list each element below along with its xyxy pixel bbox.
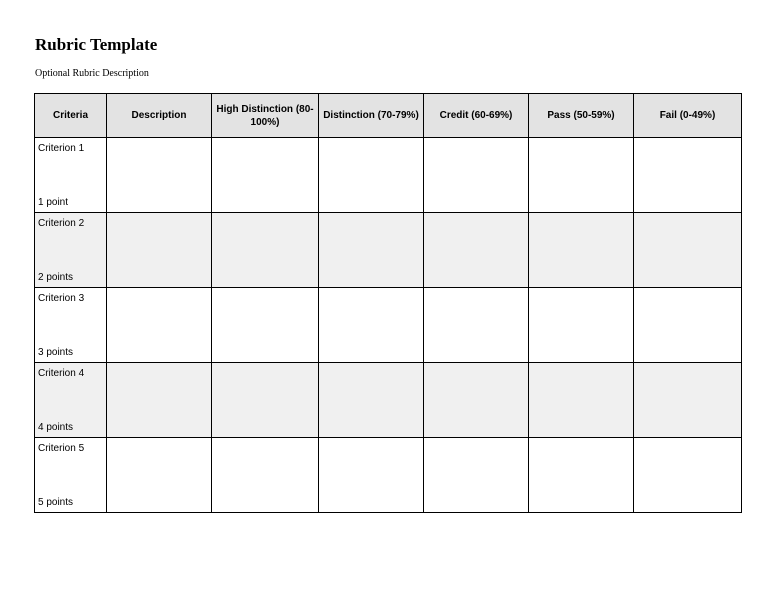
criterion-cell [35,438,107,513]
pass-cell [529,138,634,213]
table-row [35,138,742,213]
header-row [35,94,742,138]
criterion-cell [35,363,107,438]
credit-cell [424,288,529,363]
criterion-name: Criterion 3 [38,293,85,304]
fail-cell [634,363,742,438]
high-distinction-cell [212,213,319,288]
criterion-points: 1 point [38,197,69,208]
distinction-cell [319,363,424,438]
header-description: Description [107,94,212,138]
header-pass: Pass (50-59%) [529,94,634,138]
table-row [35,363,742,438]
credit-cell [424,138,529,213]
criterion-name: Criterion 1 [38,143,85,154]
rubric-body [35,138,742,513]
distinction-cell [319,438,424,513]
table-row [35,288,742,363]
criterion-cell [35,213,107,288]
description-cell [107,138,212,213]
distinction-cell [319,288,424,363]
criterion-name: Criterion 4 [38,368,85,379]
pass-cell [529,288,634,363]
table-row [35,438,742,513]
header-fail: Fail (0-49%) [634,94,742,138]
distinction-cell [319,213,424,288]
header-distinction: Distinction (70-79%) [319,94,424,138]
rubric-table [34,93,742,513]
distinction-cell [319,138,424,213]
high-distinction-cell [212,288,319,363]
criterion-cell [35,288,107,363]
criterion-points: 5 points [38,497,74,508]
table-row [35,213,742,288]
rubric-header [35,94,742,138]
credit-cell [424,213,529,288]
header-criteria: Criteria [35,94,107,138]
high-distinction-cell [212,363,319,438]
criterion-points: 3 points [38,347,74,358]
description-cell [107,363,212,438]
description-cell [107,438,212,513]
pass-cell [529,363,634,438]
pass-cell [529,438,634,513]
page-title: Rubric Template [35,35,158,54]
criterion-name: Criterion 5 [38,443,85,454]
high-distinction-cell [212,438,319,513]
criterion-cell [35,138,107,213]
description-cell [107,288,212,363]
credit-cell [424,438,529,513]
criterion-points: 4 points [38,422,74,433]
high-distinction-cell [212,138,319,213]
rubric-description: Optional Rubric Description [35,68,149,79]
header-credit: Credit (60-69%) [424,94,529,138]
description-cell [107,213,212,288]
fail-cell [634,438,742,513]
pass-cell [529,213,634,288]
fail-cell [634,213,742,288]
credit-cell [424,363,529,438]
criterion-name: Criterion 2 [38,218,85,229]
header-high-distinction: High Distinction (80-100%) [212,94,319,138]
criterion-points: 2 points [38,272,74,283]
fail-cell [634,288,742,363]
fail-cell [634,138,742,213]
